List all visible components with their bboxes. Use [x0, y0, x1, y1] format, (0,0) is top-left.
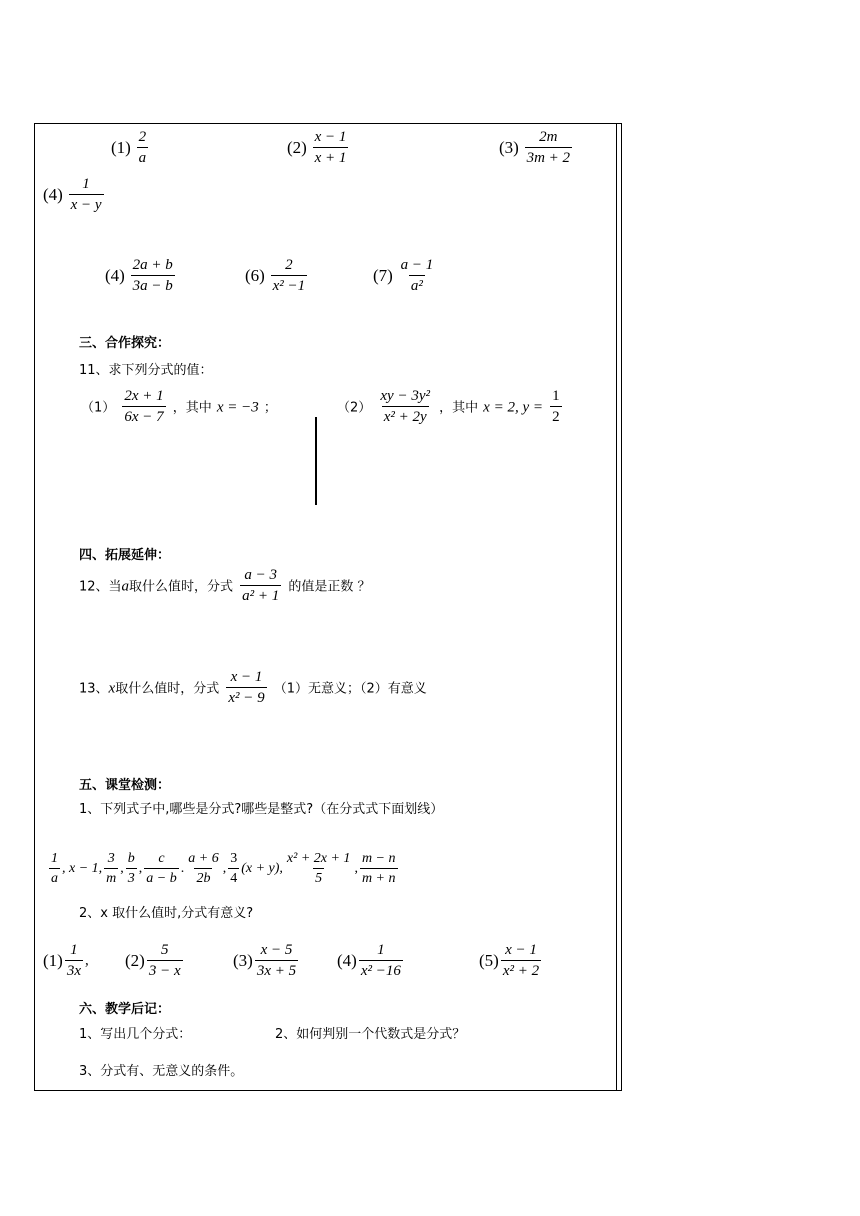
separator: (x + y), [241, 861, 283, 877]
afterword-line-1a: 1、写出几个分式： [79, 1027, 192, 1042]
denominator: 2 [550, 406, 562, 426]
denominator: 3a − b [131, 275, 175, 295]
item-label: (1) [111, 138, 131, 157]
expression-list [47, 851, 400, 887]
denominator: x² − 9 [226, 687, 266, 707]
item-label: (2) [287, 138, 307, 157]
separator: . [180, 861, 185, 877]
numerator: x − 1 [505, 942, 537, 958]
numerator: 3 [230, 851, 238, 866]
item-label: (4) [337, 951, 357, 970]
afterword-line-1b: 2、如何判别一个代数式是分式？ [275, 1027, 466, 1042]
separator: , [354, 861, 358, 877]
meaning-item-5 [479, 942, 543, 980]
numerator: 3 [107, 851, 115, 866]
numerator: a − 3 [244, 567, 278, 583]
section-5-heading: 五、课堂检测： [79, 778, 171, 793]
meaning-item-4 [337, 942, 405, 980]
condition: x = 2, y = [483, 399, 543, 416]
fraction-item-1 [111, 129, 150, 167]
denominator: a² + 1 [240, 585, 281, 605]
numerator: a − 1 [400, 257, 434, 273]
separator: , [222, 861, 227, 877]
denominator: x² −16 [359, 960, 403, 980]
numerator: 2m [539, 129, 558, 145]
numerator: 2a + b [132, 257, 173, 273]
fraction-item-5 [105, 257, 177, 295]
question-12 [79, 567, 371, 605]
denominator: 3m + 2 [525, 147, 572, 167]
denominator: 3 [126, 868, 137, 887]
item-label: （2） [337, 400, 372, 416]
lesson-table [34, 123, 622, 1091]
section-3-heading: 三、合作探究： [79, 336, 171, 351]
item-label: (2) [125, 951, 145, 970]
condition-prefix: ，其中 [439, 400, 479, 416]
question-13 [79, 669, 427, 707]
q12-prefix: 12、当 [79, 579, 122, 595]
section-6-heading: 六、教学后记： [79, 1002, 171, 1017]
numerator: c [158, 851, 165, 866]
numerator: 5 [160, 942, 169, 958]
meaning-item-2 [125, 942, 185, 980]
vertical-rule [315, 417, 317, 505]
q13-prefix: 13、 [79, 681, 109, 697]
fraction-item-7 [373, 257, 437, 295]
afterword-line-2: 3、分式有、无意义的条件。 [79, 1064, 244, 1079]
numerator: 2 [285, 257, 293, 273]
denominator: a [49, 868, 60, 887]
numerator: a + 6 [188, 851, 219, 866]
denominator: x² + 2 [501, 960, 541, 980]
separator: , [85, 952, 89, 969]
denominator: x² + 2y [382, 406, 429, 426]
denominator: a − b [144, 868, 178, 887]
numerator: x − 5 [260, 942, 293, 958]
fraction-item-4 [43, 176, 106, 214]
numerator: 2x + 1 [124, 388, 164, 404]
item-label: (4) [105, 266, 125, 285]
fraction-item-3 [499, 129, 574, 167]
denominator: 4 [228, 868, 239, 887]
numerator: 1 [70, 942, 78, 958]
q12-variable: a [121, 578, 130, 595]
item-label: (6) [245, 266, 265, 285]
denominator: 3 − x [147, 960, 183, 980]
denominator: 3x + 5 [255, 960, 298, 980]
separator: , [138, 861, 143, 877]
q13-middle: 取什么值时，分式 [115, 681, 220, 697]
numerator: x − 1 [230, 669, 263, 685]
condition: x = −3 [216, 399, 259, 416]
check-question-1: 1、下列式子中,哪些是分式?哪些是整式?（在分式式下面划线） [79, 802, 444, 817]
denominator: 3x [65, 960, 83, 980]
denominator: 5 [313, 868, 324, 887]
numerator: 1 [82, 176, 90, 192]
section-4-heading: 四、拓展延伸： [79, 548, 171, 563]
column-divider [616, 124, 617, 1090]
item-label: (3) [233, 951, 253, 970]
q12-suffix: 的值是正数 ？ [288, 579, 371, 595]
question-11: 11、求下列分式的值： [79, 363, 213, 378]
numerator: x² + 2x + 1 [286, 851, 351, 866]
meaning-item-3 [233, 942, 300, 980]
meaning-item-1 [43, 942, 89, 980]
item-label: （1） [81, 400, 116, 416]
numerator: 2 [138, 129, 147, 145]
denominator: 6x − 7 [122, 406, 165, 426]
item-label: (1) [43, 951, 63, 970]
condition-suffix: ； [263, 400, 277, 416]
problem-11-2 [337, 388, 564, 426]
item-label: (4) [43, 185, 63, 204]
item-label: (3) [499, 138, 519, 157]
numerator: 1 [377, 942, 385, 958]
q13-suffix: （1）无意义；（2）有意义 [273, 681, 427, 697]
separator: , [120, 861, 124, 877]
q12-middle: 取什么值时，分式 [129, 579, 234, 595]
denominator: x + 1 [313, 147, 349, 167]
q13-variable: x [108, 680, 116, 697]
denominator: a² [409, 275, 425, 295]
denominator: m [104, 868, 118, 887]
problem-11-1 [81, 388, 277, 426]
numerator: x − 1 [314, 129, 347, 145]
numerator: 1 [552, 388, 560, 404]
separator: , x − 1, [62, 861, 103, 877]
fraction-item-2 [287, 129, 350, 167]
denominator: x − y [69, 194, 104, 214]
numerator: b [127, 851, 135, 866]
denominator: x² −1 [271, 275, 308, 295]
condition-prefix: ，其中 [172, 400, 212, 416]
item-label: (7) [373, 266, 393, 285]
denominator: m + n [360, 868, 398, 887]
numerator: 1 [51, 851, 58, 866]
check-question-2: 2、x 取什么值时,分式有意义? [79, 906, 254, 921]
fraction-item-6 [245, 257, 309, 295]
item-label: (5) [479, 951, 499, 970]
denominator: 2b [194, 868, 212, 887]
numerator: m − n [361, 851, 396, 866]
numerator: xy − 3y² [380, 388, 430, 404]
denominator: a [137, 147, 149, 167]
